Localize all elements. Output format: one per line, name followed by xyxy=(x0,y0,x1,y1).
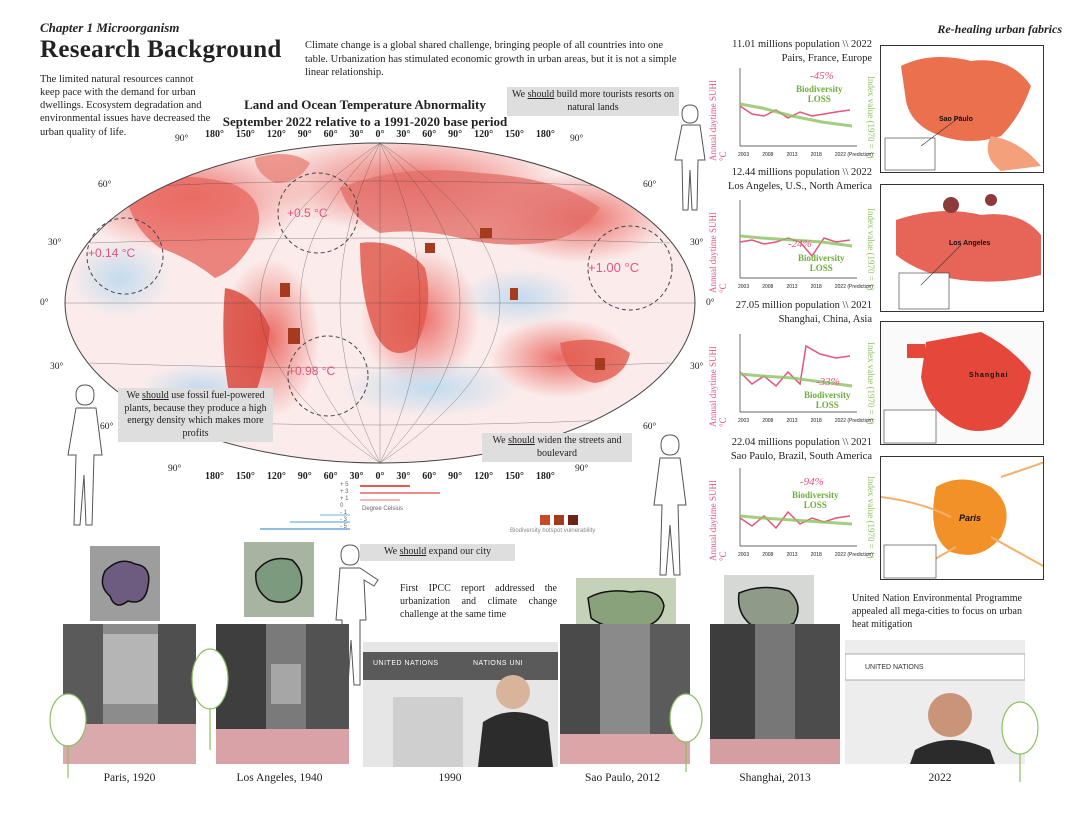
city-1-line2: Pairs, France, Europe xyxy=(781,52,872,64)
legend-val-4: - 1 xyxy=(340,510,348,516)
lon-top-12: 180° xyxy=(535,129,555,140)
legend-swatch-3 xyxy=(568,515,578,525)
chart-3-bio: Biodiversity LOSS xyxy=(804,390,851,411)
lat-right-30n: 30° xyxy=(690,238,704,248)
intro-climate-text: Climate change is a global shared challenge, bringing people of all countries into one table. Urbanization has stimulated economic growth in urban areas, but it is not a simple linear relationship. xyxy=(305,40,677,79)
lat-left-30n: 30° xyxy=(48,238,62,248)
lon-top-7: 30° xyxy=(396,129,411,140)
suhi-chart-4 xyxy=(708,466,878,561)
city-map-1-graphic xyxy=(881,46,1044,173)
lat-right-60n: 60° xyxy=(643,180,657,190)
map-title xyxy=(205,97,525,131)
la-outline-graphic xyxy=(244,542,314,617)
chart-4-ylabel2: Index value (1970 = 1) xyxy=(866,476,876,559)
chart-1-plot xyxy=(732,66,862,156)
photo-shanghai-graphic xyxy=(710,624,840,764)
callout-expand: We should expand our city xyxy=(360,544,515,561)
chart-3-xticks: 2003 2008 2013 2018 2022 (Prediction) xyxy=(738,418,873,424)
caption-la: Los Angeles, 1940 xyxy=(236,772,323,784)
callout-widen: We should widen the streets and boulevard xyxy=(482,433,632,462)
city-map-1-label: Sao Paulo xyxy=(939,116,973,123)
anomaly-label-4: +0.98 °C xyxy=(288,364,336,378)
lon-top-2: 120° xyxy=(266,129,286,140)
map-title-line1: Land and Ocean Temperature Abnormality xyxy=(244,97,486,112)
lat-right-30s: 30° xyxy=(690,362,704,372)
city-3-line1: 27.05 million population \\ 2021 xyxy=(735,300,872,311)
city-info-3 xyxy=(717,299,872,326)
city-2-line1: 12.44 millions population \\ 2022 xyxy=(731,167,872,178)
lat-right-90s: 90° xyxy=(575,464,589,474)
chart-1-xticks: 2003 2008 2013 2018 2022 (Prediction) xyxy=(738,152,873,158)
lat-right-0: 0° xyxy=(706,298,715,308)
lat-left-60n: 60° xyxy=(98,180,112,190)
page-title: Research Background xyxy=(40,36,282,63)
city-map-2 xyxy=(880,184,1044,312)
chart-4-bio: Biodiversity LOSS xyxy=(792,490,839,511)
caption-1990: 1990 xyxy=(438,772,462,784)
ipcc-note: First IPCC report addressed the urbanization and climate change challenge at the same time xyxy=(400,583,557,620)
lon-top-4: 60° xyxy=(323,129,338,140)
lon-top-9: 90° xyxy=(448,129,463,140)
photo-la-graphic xyxy=(216,624,349,764)
city-map-3 xyxy=(880,321,1044,445)
chart-3-ylabel: Annual daytime SUHI °C xyxy=(708,346,728,427)
city-1-line1: 11.01 millions population \\ 2022 xyxy=(732,39,872,50)
lat-left-60s: 60° xyxy=(100,422,114,432)
city-info-2 xyxy=(717,166,872,193)
photo-shanghai-2013 xyxy=(710,624,840,764)
city-map-2-label: Los Angeles xyxy=(949,240,991,247)
lon-top-0: 180° xyxy=(205,129,224,140)
city-info-4 xyxy=(717,436,872,463)
chart-4-pct: -94% xyxy=(800,476,824,488)
tree-outline-2 xyxy=(190,644,230,754)
chart-4-xticks: 2003 2008 2013 2018 2022 (Prediction) xyxy=(738,552,873,558)
un-note: United Nation Environmental Programme appealed all mega-cities to focus on urban heat mitigation xyxy=(852,593,1022,630)
legend-swatch-1 xyxy=(540,515,550,525)
chart-1-pct: -45% xyxy=(810,70,834,82)
city-4-line1: 22.04 millions population \\ 2021 xyxy=(731,437,872,448)
chart-2-bio: Biodiversity LOSS xyxy=(798,253,845,274)
chart-2-ylabel2: Index value (1970 = 1) xyxy=(866,208,876,291)
city-map-4-label: Paris xyxy=(959,513,982,523)
lon-bot-6: 0° xyxy=(375,471,385,482)
legend-bars xyxy=(260,482,450,532)
chart-3-ylabel2: Index value (1970 = 1) xyxy=(866,342,876,425)
legend-unit: Degree Celsius xyxy=(362,506,404,512)
city-map-3-label: Shanghai xyxy=(969,372,1009,379)
person-silhouette-2 xyxy=(50,380,120,530)
chart-2-pct: -24% xyxy=(788,238,812,250)
lat-right-90n: 90° xyxy=(570,134,584,144)
lat-right-60s: 60° xyxy=(643,422,657,432)
section-title: Re-healing urban fabrics xyxy=(937,22,1062,36)
intro-limited-text: The limited natural resources cannot keep pace with the demand for urban dwellings. Ecosystem degradation and environmental issues have decreased the urban quality of life. xyxy=(40,74,211,138)
anomaly-label-3: +1.00 °C xyxy=(588,260,640,275)
lon-bot-7: 30° xyxy=(396,471,411,482)
city-map-2-graphic xyxy=(881,185,1044,312)
chart-4-ylabel: Annual daytime SUHI °C xyxy=(708,480,728,561)
city-4-line2: Sao Paulo, Brazil, South America xyxy=(730,450,872,462)
lon-bot-3: 90° xyxy=(297,471,312,482)
caption-saopaulo: Sao Paulo, 2012 xyxy=(584,772,661,784)
suhi-chart-2 xyxy=(708,198,878,293)
legend-bio-label: Biodiversity hotspot vulnerability xyxy=(510,528,596,534)
chart-1-ylabel: Annual daytime SUHI °C xyxy=(708,80,728,161)
lon-bot-8: 60° xyxy=(422,471,437,482)
lon-bot-11: 150° xyxy=(504,471,524,482)
caption-shanghai: Shanghai, 2013 xyxy=(739,772,811,784)
lon-top-5: 30° xyxy=(349,129,364,140)
un-banner-1990-b: NATIONS UNI xyxy=(473,660,524,667)
tree-outline-3 xyxy=(666,690,706,775)
city-map-4 xyxy=(880,456,1044,580)
city-3-line2: Shanghai, China, Asia xyxy=(778,313,872,325)
legend-val-3: 0 xyxy=(340,503,344,509)
map-title-line2: September 2022 relative to a 1991-2020 base period xyxy=(222,113,508,129)
lon-top-6: 0° xyxy=(375,129,385,140)
city-map-1 xyxy=(880,45,1044,173)
legend-val-5: - 3 xyxy=(340,517,348,523)
suhi-chart-1 xyxy=(708,66,878,161)
lon-labels-top xyxy=(205,129,555,140)
caption-paris: Paris, 1920 xyxy=(103,772,156,784)
chart-1-bio: Biodiversity LOSS xyxy=(796,84,843,105)
chart-4-plot xyxy=(732,466,862,556)
lon-bot-4: 60° xyxy=(323,471,338,482)
lon-bot-12: 180° xyxy=(535,471,555,482)
la-outline-thumb xyxy=(244,542,314,617)
un-banner-2022: UNITED NATIONS xyxy=(865,664,924,671)
lon-bot-2: 120° xyxy=(266,471,286,482)
tree-outline-1 xyxy=(48,690,88,780)
un-banner-1990: UNITED NATIONS xyxy=(373,660,439,667)
city-map-3-graphic xyxy=(881,322,1044,445)
person-silhouette-1 xyxy=(660,100,715,215)
legend-val-0: + 5 xyxy=(340,482,349,488)
callout-tourist: We should build more tourists resorts on natural lands xyxy=(507,87,679,116)
lon-bot-10: 120° xyxy=(474,471,494,482)
lon-bot-9: 90° xyxy=(448,471,463,482)
lon-top-3: 90° xyxy=(297,129,312,140)
person-silhouette-3 xyxy=(640,430,700,580)
chart-3-pct: -33% xyxy=(816,376,840,388)
callout-fossil: We should use fossil fuel-powered plants, because they produce a high energy density which makes more profits xyxy=(118,388,273,442)
lon-bot-5: 30° xyxy=(349,471,364,482)
tree-outline-4 xyxy=(998,700,1043,785)
lat-left-90n: 90° xyxy=(175,134,189,144)
lon-top-11: 150° xyxy=(504,129,524,140)
paris-outline-graphic xyxy=(90,546,160,621)
lat-left-90s: 90° xyxy=(168,464,182,474)
legend-val-1: + 3 xyxy=(340,489,349,495)
lon-labels-bottom xyxy=(205,471,555,482)
lon-top-1: 150° xyxy=(235,129,255,140)
caption-2022: 2022 xyxy=(928,772,952,784)
photo-la-1940 xyxy=(216,624,349,764)
suhi-chart-3 xyxy=(708,332,878,427)
lat-left-30s: 30° xyxy=(50,362,64,372)
anomaly-label-2: +0.5 °C xyxy=(287,206,328,220)
lon-bot-0: 180° xyxy=(205,471,224,482)
legend-val-2: + 1 xyxy=(340,496,349,502)
legend-val-6: - 5 xyxy=(340,524,348,530)
lon-top-10: 120° xyxy=(474,129,494,140)
lon-bot-1: 150° xyxy=(235,471,255,482)
legend-swatch-2 xyxy=(554,515,564,525)
lon-top-8: 60° xyxy=(422,129,437,140)
city-info-1 xyxy=(717,38,872,65)
chart-1-ylabel2: Index value (1970 = 1) xyxy=(866,76,876,159)
chapter-label: Chapter 1 Microorganism xyxy=(40,20,180,35)
photo-1990 xyxy=(363,642,558,767)
paris-outline-thumb xyxy=(90,546,160,621)
chart-2-ylabel: Annual daytime SUHI °C xyxy=(708,212,728,293)
chart-2-xticks: 2003 2008 2013 2018 2022 (Prediction) xyxy=(738,284,873,290)
anomaly-label-1: +0.14 °C xyxy=(88,246,136,260)
lat-left-0: 0° xyxy=(40,298,49,308)
city-2-line2: Los Angeles, U.S., North America xyxy=(727,180,872,192)
